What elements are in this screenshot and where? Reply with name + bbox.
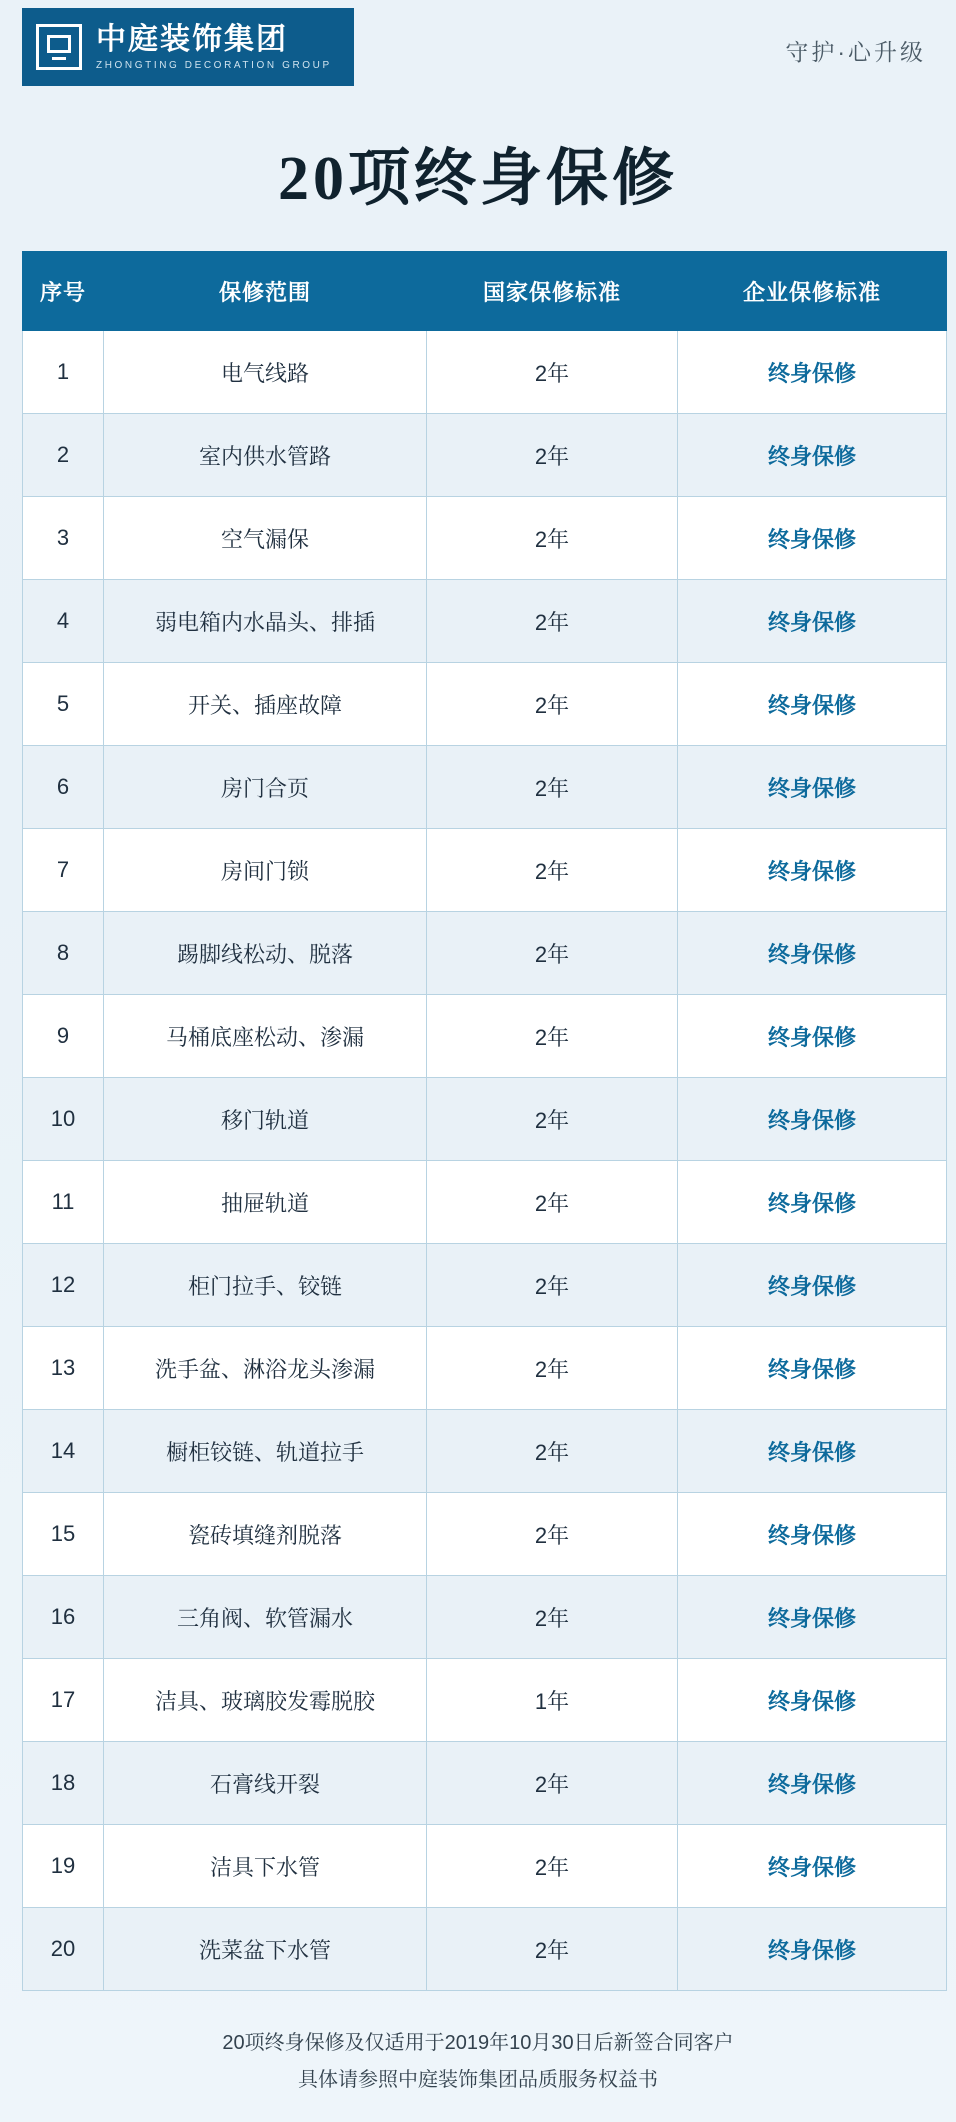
cell-corporate-standard [678,1493,947,1576]
cell-national-standard: 2年 [427,1244,678,1327]
cell-no: 3 [23,497,104,580]
cell-national-standard: 2年 [427,1742,678,1825]
table-row [23,1742,947,1825]
cell-national-standard: 2年 [427,1825,678,1908]
cell-no: 2 [23,414,104,497]
table-row [23,995,947,1078]
cell-corporate-standard [678,1825,947,1908]
column-header-corporate: 企业保修标准 [678,252,947,331]
corporate-standard-badge: 终身保修 [767,1605,856,1631]
cell-scope: 马桶底座松动、渗漏 [104,995,427,1078]
cell-national-standard: 2年 [427,1908,678,1991]
cell-corporate-standard [678,580,947,663]
table-row [23,1078,947,1161]
cell-no: 17 [23,1659,104,1742]
corporate-standard-badge: 终身保修 [767,1771,856,1797]
cell-corporate-standard [678,1327,947,1410]
cell-national-standard: 2年 [427,912,678,995]
footnotes [0,2025,956,2099]
corporate-standard-badge: 终身保修 [767,1356,856,1382]
warranty-table [22,251,947,1991]
cell-scope: 柜门拉手、铰链 [104,1244,427,1327]
table-row [23,1161,947,1244]
cell-national-standard: 2年 [427,414,678,497]
corporate-standard-badge: 终身保修 [767,443,856,469]
cell-corporate-standard [678,1078,947,1161]
corporate-standard-badge: 终身保修 [767,692,856,718]
column-header-scope: 保修范围 [104,252,427,331]
cell-national-standard: 2年 [427,1078,678,1161]
cell-scope: 空气漏保 [104,497,427,580]
cell-no: 14 [23,1410,104,1493]
footnote-line-1: 20项终身保修及仅适用于2019年10月30日后新签合同客户 [222,2032,734,2054]
cell-scope: 电气线路 [104,331,427,414]
brand-name-cn: 中庭装饰集团 [96,23,288,56]
table-row [23,331,947,414]
corporate-standard-badge: 终身保修 [767,360,856,386]
cell-no: 7 [23,829,104,912]
cell-no: 9 [23,995,104,1078]
cell-corporate-standard [678,497,947,580]
table-row [23,1908,947,1991]
cell-corporate-standard [678,1576,947,1659]
cell-scope: 房门合页 [104,746,427,829]
cell-scope: 瓷砖填缝剂脱落 [104,1493,427,1576]
cell-scope: 三角阀、软管漏水 [104,1576,427,1659]
cell-scope: 橱柜铰链、轨道拉手 [104,1410,427,1493]
cell-no: 12 [23,1244,104,1327]
warranty-table-wrapper [22,251,934,1991]
corporate-standard-badge: 终身保修 [767,1439,856,1465]
cell-national-standard: 2年 [427,829,678,912]
table-row [23,1244,947,1327]
cell-no: 1 [23,331,104,414]
corporate-standard-badge: 终身保修 [767,1024,856,1050]
cell-scope: 房间门锁 [104,829,427,912]
cell-no: 19 [23,1825,104,1908]
footnote-line-2: 具体请参照中庭装饰集团品质服务权益书 [298,2069,658,2091]
cell-no: 13 [23,1327,104,1410]
corporate-standard-badge: 终身保修 [767,1107,856,1133]
cell-scope: 石膏线开裂 [104,1742,427,1825]
cell-corporate-standard [678,746,947,829]
table-row [23,580,947,663]
cell-scope: 洁具下水管 [104,1825,427,1908]
column-header-national: 国家保修标准 [427,252,678,331]
corporate-standard-badge: 终身保修 [767,526,856,552]
cell-national-standard: 2年 [427,1161,678,1244]
brand-logo-text [96,23,332,71]
cell-national-standard: 2年 [427,1327,678,1410]
table-row [23,1659,947,1742]
table-row [23,829,947,912]
cell-scope: 移门轨道 [104,1078,427,1161]
corporate-standard-badge: 终身保修 [767,1522,856,1548]
cell-national-standard: 2年 [427,497,678,580]
corporate-standard-badge: 终身保修 [767,1688,856,1714]
house-logo-icon [36,24,82,70]
cell-corporate-standard [678,1161,947,1244]
cell-national-standard: 2年 [427,746,678,829]
header-tagline: 守护·心升级 [785,39,926,65]
cell-corporate-standard [678,912,947,995]
table-row [23,497,947,580]
table-row [23,414,947,497]
corporate-standard-badge: 终身保修 [767,1854,856,1880]
column-header-no: 序号 [23,252,104,331]
cell-corporate-standard [678,414,947,497]
cell-national-standard: 2年 [427,1410,678,1493]
table-row [23,1410,947,1493]
cell-no: 16 [23,1576,104,1659]
cell-scope: 室内供水管路 [104,414,427,497]
cell-corporate-standard [678,663,947,746]
cell-scope: 弱电箱内水晶头、排插 [104,580,427,663]
page-title: 20项终身保修 [277,145,678,213]
cell-scope: 洗手盆、淋浴龙头渗漏 [104,1327,427,1410]
cell-no: 6 [23,746,104,829]
corporate-standard-badge: 终身保修 [767,941,856,967]
cell-corporate-standard [678,829,947,912]
page-header [0,0,956,110]
cell-no: 18 [23,1742,104,1825]
corporate-standard-badge: 终身保修 [767,1937,856,1963]
cell-scope: 洗菜盆下水管 [104,1908,427,1991]
cell-no: 10 [23,1078,104,1161]
corporate-standard-badge: 终身保修 [767,1190,856,1216]
cell-corporate-standard [678,1410,947,1493]
brand-logo [22,8,354,86]
cell-national-standard: 2年 [427,1493,678,1576]
table-row [23,746,947,829]
table-row [23,1327,947,1410]
cell-scope: 洁具、玻璃胶发霉脱胶 [104,1659,427,1742]
cell-no: 11 [23,1161,104,1244]
brand-name-en: ZHONGTING DECORATION GROUP [96,60,332,71]
corporate-standard-badge: 终身保修 [767,609,856,635]
table-row [23,663,947,746]
cell-scope: 踢脚线松动、脱落 [104,912,427,995]
cell-no: 4 [23,580,104,663]
corporate-standard-badge: 终身保修 [767,858,856,884]
cell-corporate-standard [678,331,947,414]
cell-corporate-standard [678,1244,947,1327]
cell-national-standard: 2年 [427,1576,678,1659]
cell-scope: 开关、插座故障 [104,663,427,746]
table-row [23,912,947,995]
table-head [23,252,947,331]
cell-corporate-standard [678,1659,947,1742]
cell-national-standard: 2年 [427,995,678,1078]
cell-national-standard: 2年 [427,580,678,663]
cell-corporate-standard [678,995,947,1078]
cell-scope: 抽屉轨道 [104,1161,427,1244]
cell-no: 20 [23,1908,104,1991]
cell-no: 5 [23,663,104,746]
table-header-row [23,252,947,331]
cell-corporate-standard [678,1742,947,1825]
table-row [23,1493,947,1576]
cell-no: 15 [23,1493,104,1576]
cell-national-standard: 1年 [427,1659,678,1742]
cell-national-standard: 2年 [427,663,678,746]
corporate-standard-badge: 终身保修 [767,775,856,801]
cell-national-standard: 2年 [427,331,678,414]
table-row [23,1576,947,1659]
corporate-standard-badge: 终身保修 [767,1273,856,1299]
table-body [23,331,947,1991]
table-row [23,1825,947,1908]
cell-no: 8 [23,912,104,995]
cell-corporate-standard [678,1908,947,1991]
